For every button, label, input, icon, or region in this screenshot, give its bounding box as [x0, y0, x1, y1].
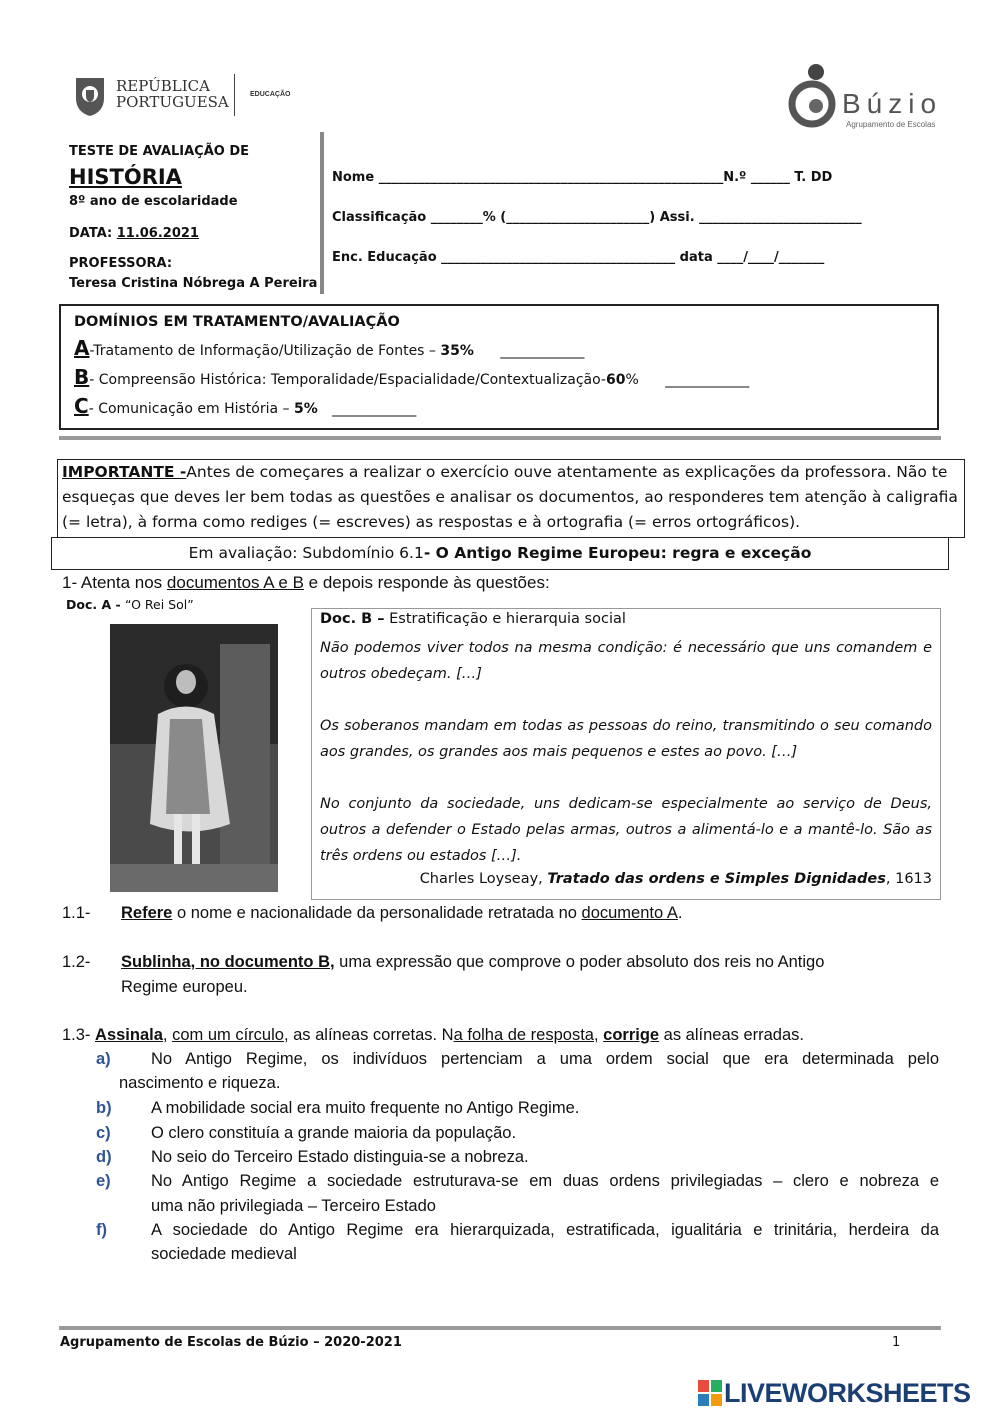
q13-sep1: ,	[162, 1026, 173, 1044]
section-rule	[59, 436, 941, 440]
buzio-logo	[788, 62, 958, 134]
important-notice	[57, 459, 965, 538]
coat-of-arms-icon	[72, 74, 108, 118]
test-title: TESTE DE AVALIAÇÃO DE	[69, 144, 250, 159]
watermark-text: LIVEWORKSHEETS	[724, 1378, 971, 1408]
doc-b-paragraph-2: Os soberanos mandam em todas as pessoas do reino, transmitindo o seu comando aos grandes, os grandes aos mais pequenos e estes ao povo. […]	[320, 718, 932, 760]
teacher-label: PROFESSORA:	[69, 256, 173, 271]
option-a-letter[interactable]: a)	[96, 1050, 111, 1068]
liveworksheets-watermark	[698, 1378, 994, 1408]
subdomain-banner	[51, 537, 949, 570]
domain-b-blank[interactable]: ____________	[665, 372, 750, 388]
domain-c-blank[interactable]: ____________	[332, 401, 417, 417]
doc-b-paragraph-1: Não podemos viver todos na mesma condição: é necessário que uns comandem e outros obedeçam. […]	[320, 640, 932, 682]
domain-b	[74, 365, 749, 389]
subdomain-prefix: Em avaliação: Subdomínio 6.1	[188, 544, 424, 562]
option-a-line2[interactable]: nascimento e riqueza.	[119, 1074, 281, 1092]
domain-a-text: -Tratamento de Informação/Utilização de Fontes –	[89, 343, 441, 359]
option-f-line1[interactable]: A sociedade do Antigo Regime era hierarquizada, estratificada, igualitária e trinitária, herdeira da	[151, 1221, 939, 1239]
q11-link: documento A	[581, 904, 678, 922]
q13-verb1: Assinala	[95, 1026, 163, 1044]
domain-a	[74, 336, 584, 360]
option-f-line2[interactable]: sociedade medieval	[151, 1245, 297, 1263]
footer-rule	[59, 1326, 941, 1330]
q13-text1: , as alíneas corretas. N	[283, 1026, 454, 1044]
q11-verb: Refere	[121, 904, 173, 922]
option-d-text[interactable]: No seio do Terceiro Estado distinguia-se a nobreza.	[151, 1148, 529, 1166]
republic-line2: PORTUGUESA	[116, 93, 229, 111]
education-label: EDUCAÇÃO	[250, 91, 291, 98]
header-divider	[320, 132, 324, 294]
q1-intro-link: documentos A e B	[166, 573, 304, 592]
q13-text2: as alíneas erradas.	[659, 1026, 804, 1044]
republic-line1: REPÚBLICA	[116, 77, 210, 95]
doc-b-author: Charles Loyseay,	[419, 871, 548, 887]
domains-heading: DOMÍNIOS EM TRATAMENTO/AVALIAÇÃO	[74, 314, 400, 330]
domains-box	[59, 304, 939, 430]
guardian-field[interactable]: Enc. Educação ____________________________________ data ____/____/_______	[332, 250, 825, 265]
domain-b-weight: 60	[605, 372, 626, 388]
question-1-2	[121, 950, 939, 975]
subject-title: HISTÓRIA	[69, 165, 182, 189]
q13-answer-sheet: a folha de resposta	[453, 1026, 594, 1044]
teacher-name: Teresa Cristina Nóbrega A Pereira	[69, 276, 318, 291]
name-field[interactable]: Nome _____________________________________________________N.º ______ T. DD	[332, 170, 833, 185]
date-label: DATA:	[69, 226, 113, 241]
document-b	[311, 608, 941, 900]
option-e-line2[interactable]: uma não privilegiada – Terceiro Estado	[151, 1197, 436, 1215]
footer-school: Agrupamento de Escolas de Búzio – 2020-2021	[60, 1335, 402, 1350]
domain-a-weight: 35%	[440, 343, 474, 359]
q12-line2: Regime europeu.	[121, 978, 248, 996]
option-b-text[interactable]: A mobilidade social era muito frequente no Antigo Regime.	[151, 1099, 580, 1117]
option-c-text[interactable]: O clero constituía a grande maioria da população.	[151, 1124, 517, 1142]
question-1-3	[62, 1023, 804, 1048]
q12-verb: Sublinha, no documento B,	[121, 953, 335, 971]
classification-field[interactable]: Classificação ________% (______________________) Assi. _________________________	[332, 210, 862, 225]
domain-c	[74, 394, 416, 418]
q13-verb2: corrige	[603, 1026, 660, 1044]
domain-c-text: - Comunicação em História –	[88, 401, 294, 417]
domain-b-suffix: %	[625, 372, 639, 388]
option-e-line1[interactable]: No Antigo Regime a sociedade estruturava-se em duas ordens privilegiadas – clero e nobreza e	[151, 1172, 939, 1190]
q1-intro-a: 1- Atenta nos	[62, 573, 167, 592]
question-1-1	[121, 901, 682, 926]
page-number: 1	[892, 1335, 901, 1350]
question-1-intro	[62, 570, 550, 595]
republic-name	[116, 78, 229, 110]
q11-text-b: .	[677, 904, 683, 922]
domain-b-text: - Compreensão Histórica: Temporalidade/Espacialidade/Contextualização-	[89, 372, 606, 388]
doc-b-paragraph-3: No conjunto da sociedade, uns dedicam-se especialmente ao serviço de Deus, outros a defender o Estado pelas armas, outros a alimentá-lo e a mantê-lo. São as três ordens ou estados […].	[320, 796, 932, 864]
doc-a-caption	[66, 597, 194, 612]
option-d-letter[interactable]: d)	[96, 1148, 112, 1166]
liveworksheets-logo-icon	[698, 1380, 722, 1406]
doc-b-source	[420, 871, 932, 887]
doc-a-label: Doc. A -	[66, 597, 126, 612]
domain-c-weight: 5%	[293, 401, 318, 417]
doc-b-year: , 1613	[885, 871, 932, 887]
test-date	[69, 226, 199, 241]
important-label: IMPORTANTE -	[62, 463, 187, 481]
portrait-image	[110, 624, 278, 892]
q11-text-a: o nome e nacionalidade da personalidade retratada no	[172, 904, 582, 922]
q13-circle: com um círculo	[172, 1026, 284, 1044]
q13-sep2: ,	[593, 1026, 604, 1044]
date-value: 11.06.2021	[116, 226, 199, 241]
option-f-letter[interactable]: f)	[96, 1221, 107, 1239]
q1-intro-b: e depois responde às questões:	[303, 573, 550, 592]
school-logo-name: Búzio	[842, 88, 943, 119]
logo-divider	[234, 74, 235, 116]
school-year: 8º ano de escolaridade	[69, 194, 238, 209]
option-b-letter[interactable]: b)	[96, 1099, 112, 1117]
doc-b-work: Tratado das ordens e Simples Dignidades	[547, 871, 886, 887]
option-a-line1[interactable]: No Antigo Regime, os indivíduos pertenciam a uma ordem social que era determinada pelo	[151, 1050, 939, 1068]
doc-b-label: Doc. B –	[320, 611, 385, 627]
important-text: Antes de começares a realizar o exercício ouve atentamente as explicações da professora. Não te esqueças que deves ler bem todas as questões e analisar os documentos, ao responderes tem atenção à caligrafia (= letra), à forma como rediges (= escreves) as respostas e à ortografia (= erros ortográficos).	[62, 463, 958, 531]
doc-a-title: “O Rei Sol”	[125, 597, 194, 612]
option-c-letter[interactable]: c)	[96, 1124, 111, 1142]
republica-portuguesa-logo	[72, 72, 302, 120]
question-1-1-number: 1.1-	[62, 904, 91, 922]
domain-a-blank[interactable]: ____________	[500, 343, 585, 359]
option-e-letter[interactable]: e)	[96, 1172, 111, 1190]
domain-b-letter: B	[74, 365, 90, 389]
subdomain-title: - O Antigo Regime Europeu: regra e exceção	[423, 544, 812, 562]
buzio-emblem-icon	[788, 62, 844, 132]
q13-num: 1.3-	[62, 1026, 96, 1044]
q12-line1: uma expressão que comprove o poder absoluto dos reis no Antigo	[334, 953, 825, 971]
domain-c-letter: C	[74, 394, 89, 418]
school-logo-subtitle: Agrupamento de Escolas	[846, 120, 936, 129]
question-1-2-number: 1.2-	[62, 953, 91, 971]
domain-a-letter: A	[74, 336, 90, 360]
king-portrait-illustration	[110, 624, 278, 892]
doc-b-heading	[320, 611, 626, 627]
doc-b-title: Estratificação e hierarquia social	[384, 611, 626, 627]
